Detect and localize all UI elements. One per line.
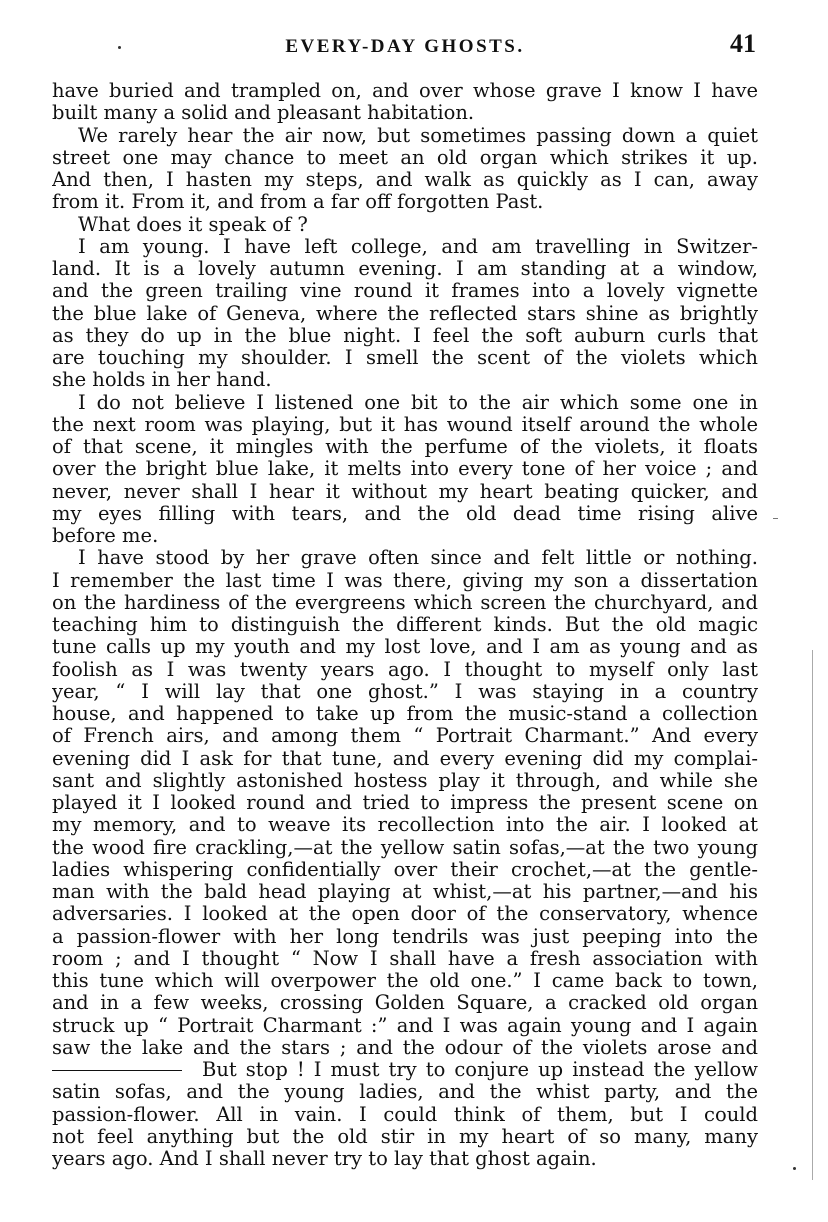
text-line: never, never shall I hear it without my heart beating quicker, and <box>52 480 758 503</box>
text-line: before me. <box>52 525 159 547</box>
text-line: built many a solid and pleasant habitation. <box>52 102 475 125</box>
text-line: ladies whispering confidentially over their crochet,—at the gentle- <box>52 858 758 881</box>
text-line: have buried and trampled on, and over whose grave I know I have <box>52 80 758 102</box>
margin-mark <box>773 518 778 519</box>
text-line: years ago. And I shall never try to lay that ghost again. <box>52 1148 597 1170</box>
text-line: I do not believe I listened one bit to the air which some one in <box>78 391 758 414</box>
scan-edge-rule <box>812 650 813 1180</box>
text-line: of French airs, and among them “ Portrait Charmant.” And every <box>52 725 758 748</box>
text-line: not feel anything but the old stir in my heart of so many, many <box>52 1125 758 1148</box>
text-line: I have stood by her grave often since and felt little or nothing. <box>78 547 758 570</box>
text-line: satin sofas, and the young ladies, and the whist party, and the <box>52 1081 758 1104</box>
text-line: struck up “ Portrait Charmant :” and I was again young and I again <box>52 1014 758 1037</box>
text-line: foolish as I was twenty years ago. I thought to myself only last <box>52 658 758 681</box>
text-line: the blue lake of Geneva, where the reflected stars shine as brightly <box>52 302 758 325</box>
text-line: passion-flower. All in vain. I could think of them, but I could <box>52 1103 758 1126</box>
text-line: I remember the last time I was there, giving my son a dissertation <box>52 569 758 592</box>
text-line: year, “ I will lay that one ghost.” I was staying in a country <box>52 680 758 703</box>
text-line: on the hardiness of the evergreens which screen the churchyard, and <box>52 591 758 614</box>
text-line: man with the bald head playing at whist,—at his partner,—and his <box>52 881 758 903</box>
text-line: and the green trailing vine round it frames into a lovely vignette <box>52 280 758 303</box>
text-line: the wood fire crackling,—at the yellow satin sofas,—at the two young <box>52 836 758 859</box>
text-line: played it I looked round and tried to impress the present scene on <box>52 792 758 814</box>
text-line: land. It is a lovely autumn evening. I am standing at a window, <box>52 258 758 280</box>
text-line: We rarely hear the air now, but sometimes passing down a quiet <box>78 124 758 147</box>
text-line: What does it speak of ? <box>78 213 308 236</box>
em-dash-rule <box>52 1070 182 1071</box>
text-line: from it. From it, and from a far off forgotten Past. <box>52 191 544 214</box>
text-line: And then, I hasten my steps, and walk as quickly as I can, away <box>52 169 758 191</box>
text-line: of that scene, it mingles with the perfume of the violets, it floats <box>52 436 758 458</box>
text-line: my memory, and to weave its recollection into the air. I looked at <box>52 814 758 837</box>
text-line: the next room was playing, but it has wound itself around the whole <box>52 413 758 436</box>
text-line: teaching him to distinguish the different kinds. But the old magic <box>52 614 758 636</box>
text-line: my eyes filling with tears, and the old dead time rising alive <box>52 502 758 525</box>
page-number: 41 <box>730 29 756 58</box>
running-head: EVERY-DAY GHOSTS. <box>285 36 525 57</box>
text-line: sant and slightly astonished hostess play it through, and while she <box>52 769 758 792</box>
text-line: evening did I ask for that tune, and every evening did my complai- <box>52 747 758 770</box>
text-line: room ; and I thought “ Now I shall have a fresh association with <box>52 947 758 970</box>
text-line: street one may chance to meet an old organ which strikes it up. <box>52 146 758 169</box>
text-line: and in a few weeks, crossing Golden Square, a cracked old organ <box>52 992 758 1015</box>
text-line: as they do up in the blue night. I feel the soft auburn curls that <box>52 324 758 347</box>
speck-dot <box>118 46 121 49</box>
text-line: this tune which will overpower the old one.” I came back to town, <box>52 970 758 992</box>
text-line: tune calls up my youth and my lost love, and I am as young and as <box>52 636 758 659</box>
text-line: over the bright blue lake, it melts into every tone of her voice ; and <box>52 458 758 481</box>
text-line: a passion-flower with her long tendrils was just peeping into the <box>52 925 758 948</box>
text-line: saw the lake and the stars ; and the odour of the violets arose and <box>52 1036 758 1059</box>
text-line: I am young. I have left college, and am travelling in Switzer- <box>78 235 758 258</box>
text-line: house, and happened to take up from the music-stand a collection <box>52 703 758 725</box>
text-line: are touching my shoulder. I smell the scent of the violets which <box>52 347 758 369</box>
dash-line-text: But stop ! I must try to conjure up instead the yellow <box>202 1059 758 1081</box>
body-text <box>52 80 758 1170</box>
page-header <box>52 26 758 66</box>
text-line-with-dash <box>52 1059 758 1081</box>
speck-dot <box>793 1167 796 1170</box>
text-line: adversaries. I looked at the open door of the conservatory, whence <box>52 903 758 926</box>
text-line: she holds in her hand. <box>52 369 272 392</box>
